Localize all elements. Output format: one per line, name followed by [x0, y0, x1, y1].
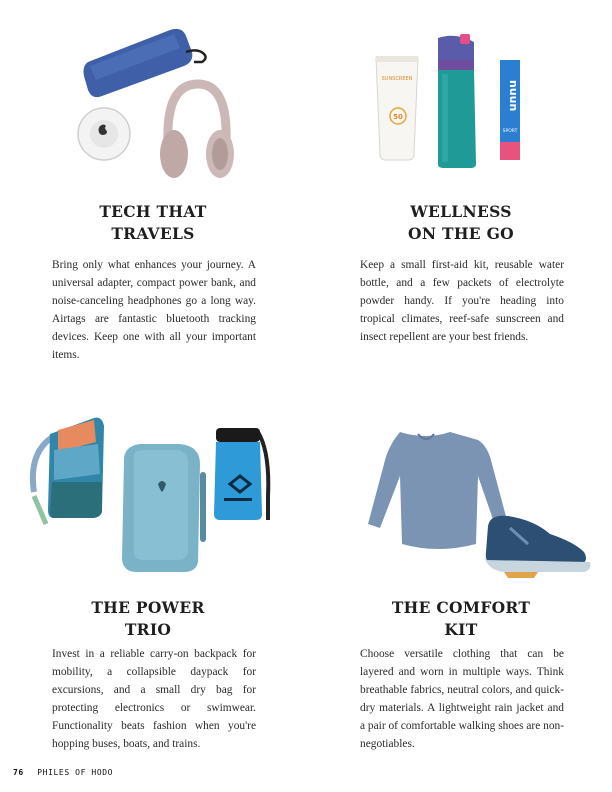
- section-bags-title-line2: TRIO: [124, 620, 172, 639]
- section-comfort-title: [351, 597, 571, 641]
- svg-text:SPORT: SPORT: [502, 129, 518, 134]
- headphones-icon: [160, 84, 234, 178]
- long-sleeve-shirt-icon: [368, 432, 508, 549]
- page-number: 76: [13, 768, 24, 777]
- section-comfort-title-line1: THE COMFORT: [391, 598, 531, 617]
- wellness-illustration: [368, 30, 528, 170]
- section-comfort-body: Choose versatile clothing that can be layered and worn in multiple ways. Think breathable fabrics, neutral colors, and quick-dry materials. A lightweight rain jacket and a pair of comfortable walking shoes are non-negotiables.: [360, 648, 565, 750]
- walking-shoe-icon: [484, 516, 590, 578]
- tech-illustration: [70, 22, 240, 187]
- airtag-icon: [78, 108, 130, 160]
- dry-bag-icon: [214, 428, 268, 520]
- svg-text:50: 50: [393, 113, 403, 121]
- section-tech-title-line2: TRAVELS: [111, 224, 195, 243]
- section-bags-title: [38, 597, 258, 641]
- section-tech-title-line1: TECH THAT: [99, 202, 207, 221]
- section-bags-body: Invest in a reliable carry-on backpack for mobility, a collapsible daypack for excursions, and a small dry bag for protecting electronics or swimwear. Functionality beats fashion when you're hopping buses, boats, and trains.: [52, 648, 256, 750]
- water-bottle-icon: [438, 34, 476, 168]
- svg-text:SUNSCREEN: SUNSCREEN: [381, 76, 413, 82]
- section-wellness-title-line2: ON THE GO: [408, 224, 514, 243]
- section-tech-title: [43, 201, 263, 245]
- sunscreen-tube-icon: [376, 56, 418, 160]
- bags-illustration: [24, 412, 280, 580]
- section-bags-title-line1: THE POWER: [91, 598, 205, 617]
- clothing-illustration: [338, 424, 596, 584]
- publication-name: PHILES OF HODO: [37, 768, 114, 777]
- backpack-icon: [122, 444, 206, 572]
- svg-text:nuun: nuun: [507, 80, 520, 112]
- electrolyte-packet-icon: [500, 60, 520, 160]
- section-wellness-title: [351, 201, 571, 245]
- section-wellness-body: Keep a small first-aid kit, reusable water bottle, and a few packets of electrolyte powder handy. If you're heading into tropical climates, reef-safe sunscreen and insect repellent are your best friends.: [360, 259, 564, 343]
- section-comfort-title-line2: KIT: [444, 620, 478, 639]
- section-tech-body: Bring only what enhances your journey. A universal adapter, compact power bank, and noise-canceling headphones go a long way. Airtags are fantastic bluetooth tracking devices. Keep one with all your important items.: [52, 259, 256, 361]
- page-footer: [13, 768, 113, 777]
- sling-bag-icon: [33, 418, 104, 524]
- section-wellness-title-line1: WELLNESS: [410, 202, 512, 221]
